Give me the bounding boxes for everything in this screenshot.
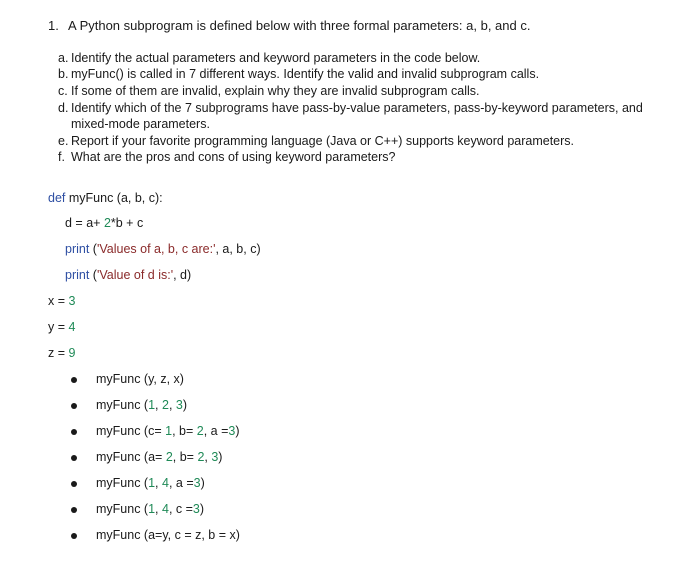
code-punct: (: [89, 268, 97, 282]
subquestion-label: f.: [58, 150, 65, 164]
code-assign-d-line: [65, 216, 143, 230]
call-text: myFunc (a=: [96, 450, 166, 464]
code-args: , a, b, c): [215, 242, 261, 256]
code-def-line: [48, 191, 163, 205]
function-call: [96, 398, 187, 412]
number-literal: 3: [193, 476, 201, 490]
number-literal: 2: [103, 216, 111, 230]
number-literal: 4: [162, 476, 169, 490]
number-literal: 2: [165, 450, 173, 464]
number-literal: 1: [165, 424, 173, 438]
number-literal: 2: [162, 398, 169, 412]
number-literal: 9: [68, 346, 76, 360]
call-text: , c =: [168, 502, 193, 516]
code-print-d-line: [65, 268, 191, 282]
question-heading: [48, 18, 530, 33]
call-text: , b=: [172, 424, 197, 438]
subquestion-b: [58, 67, 661, 83]
bullet-icon: [71, 481, 77, 487]
call-text: ): [218, 450, 223, 464]
function-signature: myFunc (a, b, c):: [65, 191, 163, 205]
subquestion-text: myFunc() is called in 7 different ways. Identify the valid and invalid subprogram calls.: [71, 67, 540, 81]
function-call: [96, 476, 205, 490]
function-call: [96, 502, 204, 516]
subquestion-c: [58, 84, 661, 100]
call-text: , a =: [168, 476, 194, 490]
call-text: , b=: [172, 450, 198, 464]
number-literal: 3: [68, 294, 76, 308]
call-text: ,: [155, 502, 162, 516]
subquestion-text: Report if your favorite programming language (Java or C++) supports keyword parameters.: [71, 134, 575, 148]
call-text: myFunc (: [96, 502, 149, 516]
bullet-icon: [71, 533, 77, 539]
string-literal: 'Values of a, b, c are:': [96, 242, 216, 256]
number-literal: 2: [196, 424, 204, 438]
number-literal: 3: [211, 450, 219, 464]
number-literal: 4: [162, 502, 169, 516]
def-keyword: def: [48, 191, 66, 205]
assign-x-text: x =: [48, 294, 69, 308]
number-literal: 1: [148, 502, 156, 516]
subquestion-text: Identify which of the 7 subprograms have pass-by-value parameters, pass-by-keyword parameters, and mixed-mode parameters.: [71, 101, 643, 131]
print-keyword: print: [65, 242, 90, 256]
function-call: [96, 424, 240, 438]
bullet-icon: [71, 507, 77, 513]
call-text: ,: [204, 450, 212, 464]
subquestion-label: e.: [58, 134, 69, 148]
number-literal: 3: [228, 424, 236, 438]
call-text: myFunc (c=: [96, 424, 166, 438]
number-literal: 2: [197, 450, 205, 464]
subquestion-text: Identify the actual parameters and keyword parameters in the code below.: [71, 51, 481, 65]
assign-z-text: z =: [48, 346, 69, 360]
subquestion-text: If some of them are invalid, explain why they are invalid subprogram calls.: [71, 84, 480, 98]
number-literal: 3: [175, 398, 183, 412]
code-args: , d): [173, 268, 192, 282]
bullet-icon: [71, 377, 77, 383]
call-text: myFunc (: [96, 476, 149, 490]
subquestion-text: What are the pros and cons of using keyword parameters?: [71, 150, 396, 164]
call-text: ): [182, 398, 188, 412]
subquestion-e: [58, 134, 661, 150]
number-literal: 4: [68, 320, 76, 334]
call-text: ): [199, 502, 205, 516]
assign-d-text: d = a+: [65, 216, 104, 230]
subquestion-label: d.: [58, 101, 69, 115]
subquestion-label: a.: [58, 51, 69, 65]
question-text: A Python subprogram is defined below with three formal parameters: a, b, and c.: [68, 18, 531, 33]
code-print-values-line: [65, 242, 261, 256]
number-literal: 1: [148, 476, 156, 490]
subquestion-f: [58, 150, 661, 166]
code-assign-y-line: [48, 320, 75, 334]
call-text: myFunc (y, z, x): [96, 372, 184, 386]
subquestion-a: [58, 51, 661, 67]
assign-d-text: *b + c: [110, 216, 144, 230]
bullet-icon: [71, 403, 77, 409]
call-text: ,: [155, 476, 162, 490]
code-assign-x-line: [48, 294, 75, 308]
function-call: [96, 450, 222, 464]
subquestion-label: c.: [58, 84, 68, 98]
function-call: [96, 528, 240, 542]
function-call: [96, 372, 184, 386]
code-assign-z-line: [48, 346, 75, 360]
subquestion-d: [58, 101, 661, 132]
subquestion-label: b.: [58, 67, 69, 81]
print-keyword: print: [65, 268, 90, 282]
assign-y-text: y =: [48, 320, 69, 334]
call-text: ,: [168, 398, 176, 412]
number-literal: 3: [192, 502, 200, 516]
call-text: myFunc (: [96, 398, 149, 412]
call-text: , a =: [203, 424, 229, 438]
bullet-icon: [71, 429, 77, 435]
number-literal: 1: [148, 398, 156, 412]
code-punct: (: [89, 242, 97, 256]
call-text: ,: [155, 398, 162, 412]
call-text: ): [200, 476, 205, 490]
string-literal: 'Value of d is:': [96, 268, 174, 282]
question-number: 1.: [48, 18, 59, 33]
call-text: ): [235, 424, 240, 438]
bullet-icon: [71, 455, 77, 461]
call-text: myFunc (a=y, c = z, b = x): [96, 528, 240, 542]
